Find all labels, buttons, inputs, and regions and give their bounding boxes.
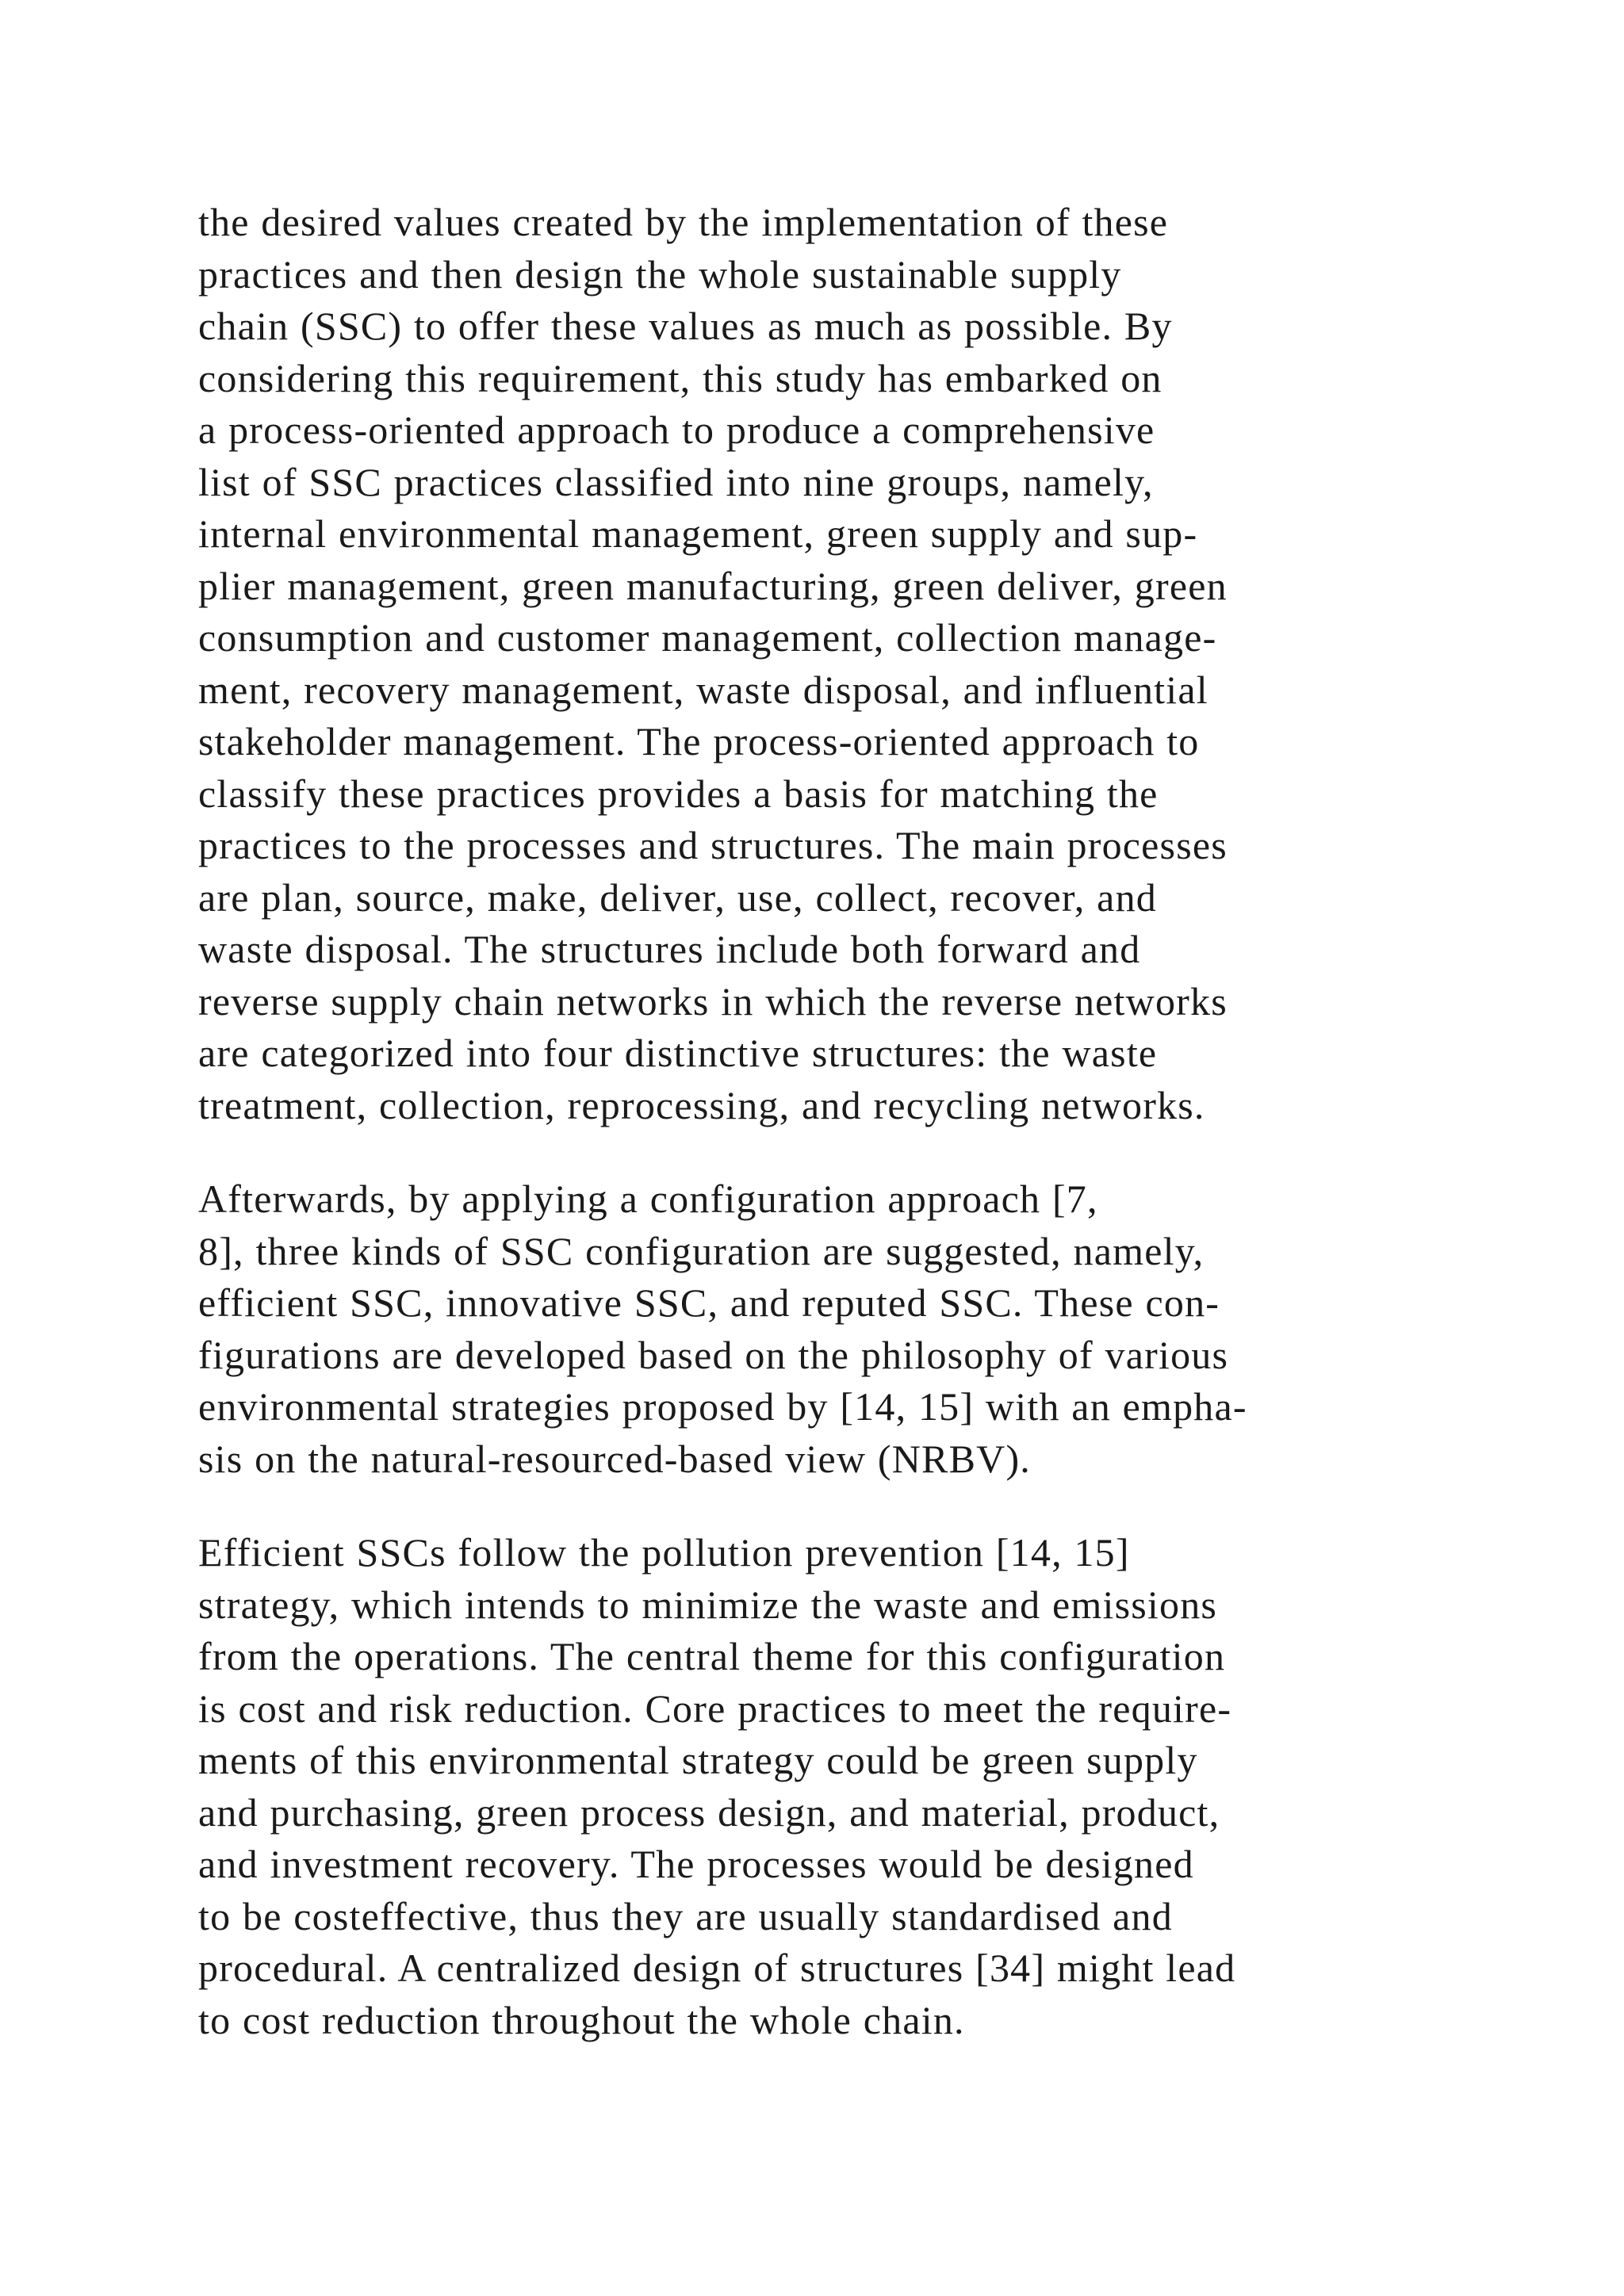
text-line: ments of this environmental strategy could be green supply — [198, 1738, 1198, 1782]
text-line: list of SSC practices classified into nine groups, namely, — [198, 459, 1154, 504]
text-line: reverse supply chain networks in which the reverse networks — [198, 978, 1228, 1024]
text-line: to cost reduction throughout the whole chain. — [198, 1997, 965, 2042]
text-line: sis on the natural-resourced-based view (NRBV). — [198, 1436, 1031, 1481]
paragraph-2 — [198, 1173, 1435, 1485]
text-line: and purchasing, green process design, and material, product, — [198, 1789, 1220, 1835]
text-line: considering this requirement, this study has embarked on — [198, 355, 1162, 400]
paragraph-spacer — [198, 1485, 1435, 1527]
text-line: stakeholder management. The process-oriented approach to — [198, 719, 1200, 763]
text-line: classify these practices provides a basis for matching the — [198, 771, 1159, 816]
text-line: treatment, collection, reprocessing, and recycling networks. — [198, 1082, 1205, 1127]
text-line: procedural. A centralized design of structures [34] might lead — [198, 1946, 1236, 1990]
text-line: practices to the processes and structures. The main processes — [198, 823, 1228, 867]
text-line: and investment recovery. The processes would be designed — [198, 1842, 1194, 1886]
text-line: is cost and risk reduction. Core practices to meet the require- — [198, 1686, 1232, 1731]
text-line: 8], three kinds of SSC configuration are suggested, namely, — [198, 1228, 1205, 1273]
text-line: strategy, which intends to minimize the waste and emissions — [198, 1582, 1218, 1627]
text-line: chain (SSC) to offer these values as much as possible. By — [198, 304, 1173, 348]
text-line: figurations are developed based on the philosophy of various — [198, 1332, 1229, 1377]
text-line: are plan, source, make, deliver, use, collect, recover, and — [198, 874, 1157, 920]
document-page — [198, 197, 1435, 2046]
text-line: a process-oriented approach to produce a comprehensive — [198, 408, 1155, 452]
paragraph-1 — [198, 197, 1435, 1131]
paragraph-spacer — [198, 1131, 1435, 1173]
text-line: Afterwards, by applying a configuration approach [7, — [198, 1177, 1098, 1221]
text-line: practices and then design the whole sustainable supply — [198, 251, 1122, 297]
text-line: efficient SSC, innovative SSC, and reputed SSC. These con- — [198, 1280, 1220, 1325]
text-line: are categorized into four distinctive structures: the waste — [198, 1031, 1158, 1075]
text-line: environmental strategies proposed by [14, 15] with an empha- — [198, 1384, 1247, 1429]
text-line: ment, recovery management, waste disposal, and influential — [198, 667, 1208, 712]
text-line: internal environmental management, green supply and sup- — [198, 511, 1198, 556]
text-line: consumption and customer management, collection manage- — [198, 615, 1217, 660]
text-line: the desired values created by the implementation of these — [198, 200, 1169, 244]
paragraph-3 — [198, 1527, 1435, 2046]
text-line: waste disposal. The structures include both forward and — [198, 927, 1141, 971]
text-line: plier management, green manufacturing, green deliver, green — [198, 563, 1228, 608]
text-line: to be costeffective, thus they are usually standardised and — [198, 1893, 1173, 1938]
text-line: Efficient SSCs follow the pollution prevention [14, 15] — [198, 1530, 1130, 1575]
text-line: from the operations. The central theme for this configuration — [198, 1634, 1226, 1678]
